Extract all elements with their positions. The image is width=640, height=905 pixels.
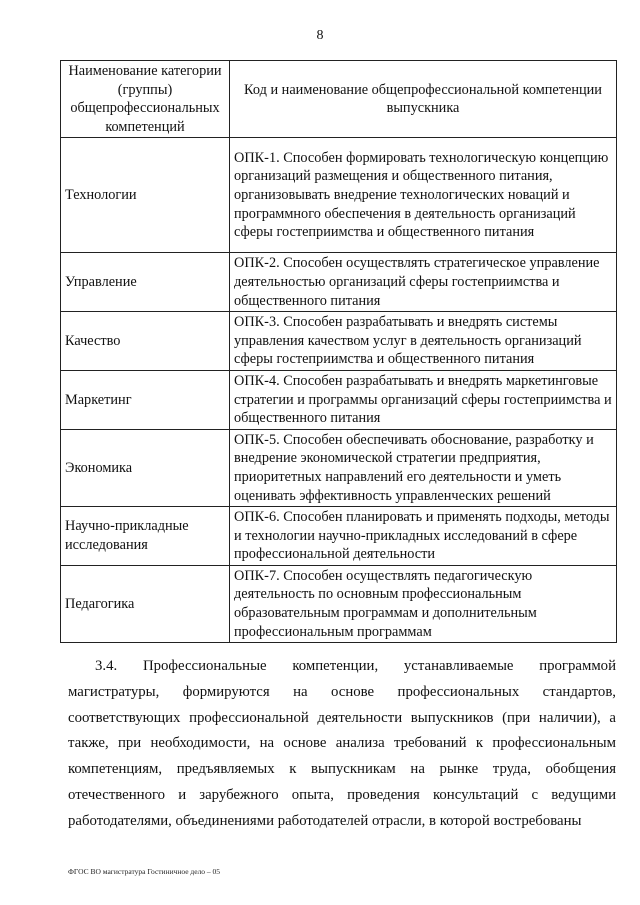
competence-cell: ОПК-4. Способен разрабатывать и внедрять маркетинговые стратегии и программы организаций сферы гостеприимства и общественного питания	[230, 370, 617, 429]
competence-cell: ОПК-1. Способен формировать технологическую концепцию организаций размещения и общественного питания, организовывать внедрение технологических новаций и программного обеспечения в деятельность организаций сферы гостеприимства и общественного питания	[230, 138, 617, 253]
table-row	[61, 507, 617, 566]
page-number: 8	[316, 28, 324, 43]
competence-cell: ОПК-7. Способен осуществлять педагогическую деятельность по основным профессиональным образовательным программам и дополнительным профессиональным программам	[230, 565, 617, 642]
table-row	[61, 253, 617, 312]
category-cell: Экономика	[61, 429, 230, 506]
table-row	[61, 565, 617, 642]
competence-cell: ОПК-6. Способен планировать и применять подходы, методы и технологии научно-прикладных исследований в сфере профессиональной деятельности	[230, 507, 617, 566]
header-category: Наименование категории (группы) общепрофессиональных компетенций	[61, 61, 230, 138]
category-cell: Технологии	[61, 138, 230, 253]
category-cell: Качество	[61, 312, 230, 371]
category-cell: Управление	[61, 253, 230, 312]
section-paragraph: 3.4. Профессиональные компетенции, устанавливаемые программой магистратуры, формируются на основе профессиональных стандартов, соответствующих профессиональной деятельности выпускников (при наличии), а также, при необходимости, на основе анализа требований к профессиональным компетенциям, предъявляемых к выпускникам на рынке труда, обобщения отечественного и зарубежного опыта, проведения консультаций с ведущими работодателями, объединениями работодателей отрасли, в которой востребованы	[68, 658, 616, 829]
category-cell: Научно-прикладные исследования	[61, 507, 230, 566]
competence-cell: ОПК-5. Способен обеспечивать обоснование, разработку и внедрение экономической стратегии предприятия, приоритетных направлений его деятельности и уметь оценивать эффективность управленческих решений	[230, 429, 617, 506]
category-cell: Маркетинг	[61, 370, 230, 429]
table-row	[61, 370, 617, 429]
table-header-row	[61, 61, 617, 138]
header-competence: Код и наименование общепрофессиональной компетенции выпускника	[230, 61, 617, 138]
competence-cell: ОПК-3. Способен разрабатывать и внедрять системы управления качеством услуг в деятельность организаций сферы гостеприимства и общественного питания	[230, 312, 617, 371]
competence-cell: ОПК-2. Способен осуществлять стратегическое управление деятельностью организаций сферы гостеприимства и общественного питания	[230, 253, 617, 312]
footer-note: ФГОС ВО магистратура Гостиничное дело – 05	[68, 867, 221, 876]
table-row	[61, 429, 617, 506]
table-row	[61, 138, 617, 253]
competence-table	[60, 60, 617, 643]
category-cell: Педагогика	[61, 565, 230, 642]
table-row	[61, 312, 617, 371]
